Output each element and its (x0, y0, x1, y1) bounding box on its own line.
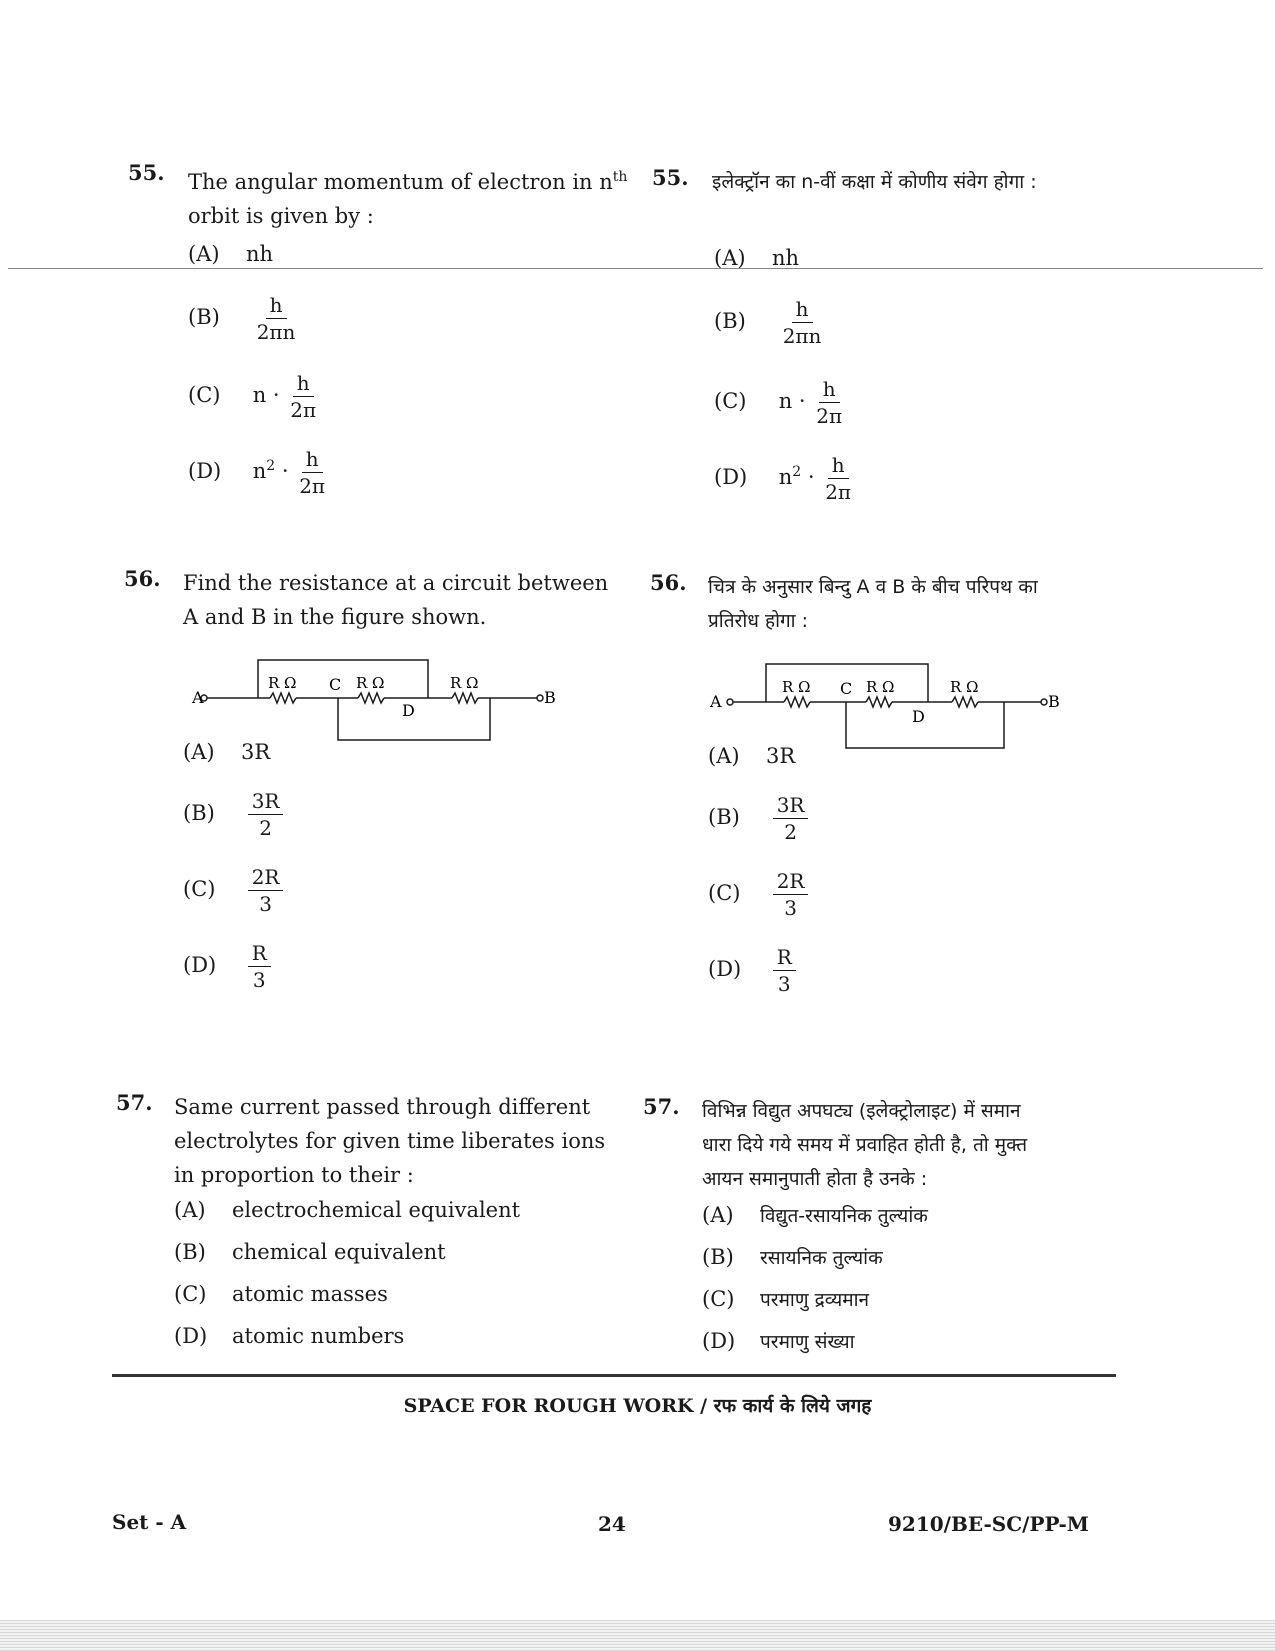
option-label: (A) (188, 242, 220, 266)
q56-option-c-en (183, 864, 283, 917)
q56-option-b-hi (708, 792, 808, 845)
resistor-3-label: R Ω (950, 678, 979, 696)
option-label: (B) (183, 801, 215, 825)
option-label: (B) (188, 305, 220, 329)
option-value: परमाणु द्रव्यमान (760, 1289, 870, 1311)
q55-option-b-en (188, 292, 299, 345)
circuit-diagram-en (180, 652, 556, 752)
q55-number-en: 55. (128, 160, 165, 185)
q55-number-hi: 55. (652, 165, 689, 190)
numerator: h (293, 370, 314, 397)
q57-number-hi: 57. (643, 1094, 680, 1119)
numerator: h (302, 446, 323, 473)
numerator: 2R (248, 864, 284, 891)
fraction (812, 376, 846, 429)
numerator: 3R (773, 792, 809, 819)
denominator: 2 (259, 816, 272, 840)
q56-option-a-en (183, 740, 270, 764)
option-label: (C) (702, 1287, 735, 1311)
page-number: 24 (598, 1512, 626, 1536)
q55-option-d-hi (714, 452, 855, 505)
option-label: (D) (714, 465, 748, 489)
denominator: 2πn (782, 324, 822, 348)
fraction (248, 940, 271, 993)
option-sup: 2 (792, 464, 802, 480)
q56-text-hi (708, 570, 1148, 638)
option-value: nh (246, 242, 274, 266)
option-label: (B) (174, 1240, 206, 1264)
set-label: Set - A (112, 1510, 187, 1534)
q56-option-d-hi (708, 944, 796, 997)
q55-option-a-hi (714, 246, 799, 270)
denominator: 2πn (256, 320, 296, 344)
q56-text-hi-line1: चित्र के अनुसार बिन्दु A व B के बीच परिपथ का (708, 576, 1038, 598)
q55-text-en (188, 160, 628, 233)
q56-option-a-hi (708, 744, 795, 768)
option-label: (B) (702, 1245, 734, 1269)
q56-text-en (183, 566, 623, 634)
fraction (295, 446, 329, 499)
option-label: (C) (174, 1282, 207, 1306)
node-c-label: C (840, 679, 853, 698)
option-prefix: n (778, 465, 793, 489)
option-label: (C) (188, 383, 221, 407)
q57-option-d-en (174, 1324, 404, 1348)
option-prefix: n (252, 459, 267, 483)
option-label: (D) (174, 1324, 208, 1348)
q55-text-en-line2: orbit is given by : (188, 204, 374, 228)
numerator: h (266, 292, 287, 319)
node-d-label: D (402, 701, 415, 720)
q57-option-c-en (174, 1282, 388, 1306)
fraction (773, 792, 809, 845)
q55-option-c-en (188, 370, 320, 423)
option-label: (C) (714, 389, 747, 413)
q57-text-hi-line1: विभिन्न विद्युत अपघट्य (इलेक्ट्रोलाइट) में समान (702, 1100, 1021, 1122)
fraction (248, 864, 284, 917)
q57-text-en (174, 1090, 614, 1192)
option-prefix: n · (778, 389, 806, 413)
option-value: रसायनिक तुल्यांक (760, 1247, 883, 1269)
option-label: (A) (714, 246, 746, 270)
option-prefix: n · (252, 383, 280, 407)
option-label: (A) (708, 744, 740, 768)
option-label: (D) (702, 1329, 736, 1353)
fraction (286, 370, 320, 423)
bottom-scan-band (0, 1620, 1275, 1651)
q56-number-en: 56. (124, 566, 161, 591)
fraction (779, 296, 826, 349)
fraction (773, 868, 809, 921)
q57-option-a-hi (702, 1202, 928, 1228)
q55-text-en-line1: The angular momentum of electron in n (188, 170, 613, 194)
node-d-label: D (912, 707, 925, 726)
option-value: 3R (241, 740, 271, 764)
resistor-1-label: R Ω (268, 674, 297, 692)
rough-work-heading: SPACE FOR ROUGH WORK / रफ कार्य के लिये जगह (403, 1395, 872, 1417)
numerator: 3R (248, 788, 284, 815)
option-value: विद्युत-रसायनिक तुल्यांक (760, 1205, 928, 1227)
option-value: परमाणु संख्या (760, 1331, 855, 1353)
rough-work-divider (112, 1374, 1116, 1377)
option-dot: · (807, 465, 815, 489)
node-a-label: A (710, 692, 722, 711)
q56-text-en-line1: Find the resistance at a circuit between (183, 571, 609, 595)
q55-text-hi: इलेक्ट्रॉन का n-वीं कक्षा में कोणीय संवेग होगा : (712, 171, 1037, 193)
q56-option-d-en (183, 940, 271, 993)
numerator: R (248, 940, 271, 967)
option-label: (D) (188, 459, 222, 483)
paper-code: 9210/BE-SC/PP-M (888, 1512, 1089, 1536)
denominator: 2π (290, 398, 317, 422)
fraction (821, 452, 855, 505)
q55-option-b-hi (714, 296, 825, 349)
q56-option-b-en (183, 788, 283, 841)
option-value: nh (772, 246, 800, 270)
q56-number-hi: 56. (650, 570, 687, 595)
option-dot: · (281, 459, 289, 483)
option-label: (D) (183, 953, 217, 977)
q57-option-d-hi (702, 1328, 855, 1354)
q57-text-en-line2: electrolytes for given time liberates ions (174, 1129, 606, 1153)
option-label: (A) (183, 740, 215, 764)
option-label: (C) (183, 877, 216, 901)
node-b-label: B (544, 688, 556, 707)
q55-sup: th (612, 169, 628, 185)
resistor-2-label: R Ω (866, 678, 895, 696)
option-label: (A) (174, 1198, 206, 1222)
q57-text-en-line3: in proportion to their : (174, 1163, 414, 1187)
q57-option-c-hi (702, 1286, 869, 1312)
q56-option-c-hi (708, 868, 808, 921)
q57-option-b-en (174, 1240, 446, 1264)
option-label: (B) (714, 309, 746, 333)
option-value: electrochemical equivalent (232, 1198, 521, 1222)
resistor-2-label: R Ω (356, 674, 385, 692)
q57-option-a-en (174, 1198, 520, 1222)
q57-text-hi-line3: आयन समानुपाती होता है उनके : (702, 1168, 928, 1190)
q56-text-en-line2: A and B in the figure shown. (183, 605, 487, 629)
numerator: R (773, 944, 796, 971)
option-label: (B) (708, 805, 740, 829)
denominator: 2π (816, 404, 843, 428)
denominator: 3 (259, 892, 272, 916)
resistor-3-label: R Ω (450, 674, 479, 692)
numerator: 2R (773, 868, 809, 895)
node-c-label: C (329, 675, 342, 694)
q55-option-a-en (188, 242, 273, 266)
q57-text-en-line1: Same current passed through different (174, 1095, 591, 1119)
denominator: 2π (825, 480, 852, 504)
option-value: 3R (766, 744, 796, 768)
q56-text-hi-line2: प्रतिरोध होगा : (708, 610, 809, 632)
q57-text-hi (702, 1094, 1132, 1196)
option-label: (D) (708, 957, 742, 981)
numerator: h (792, 296, 813, 323)
denominator: 2 (784, 820, 797, 844)
q57-number-en: 57. (116, 1090, 153, 1115)
denominator: 3 (777, 972, 791, 996)
fraction (248, 788, 284, 841)
resistor-1-label: R Ω (782, 678, 811, 696)
option-value: atomic numbers (232, 1324, 405, 1348)
option-value: chemical equivalent (232, 1240, 446, 1264)
fraction (253, 292, 300, 345)
option-sup: 2 (266, 458, 276, 474)
q57-text-hi-line2: धारा दिये गये समय में प्रवाहित होती है, तो मुक्त (702, 1134, 1028, 1156)
q55-option-c-hi (714, 376, 846, 429)
top-divider (8, 268, 1263, 269)
numerator: h (819, 376, 840, 403)
numerator: h (828, 452, 849, 479)
denominator: 3 (784, 896, 797, 920)
node-b-label: B (1048, 692, 1060, 711)
option-value: atomic masses (232, 1282, 388, 1306)
node-a-label: A (192, 688, 204, 707)
denominator: 3 (252, 968, 266, 992)
option-label: (A) (702, 1203, 734, 1227)
fraction (773, 944, 796, 997)
denominator: 2π (299, 474, 326, 498)
option-label: (C) (708, 881, 741, 905)
q55-option-d-en (188, 446, 329, 499)
circuit-diagram-hi (706, 656, 1076, 756)
q57-option-b-hi (702, 1244, 883, 1270)
